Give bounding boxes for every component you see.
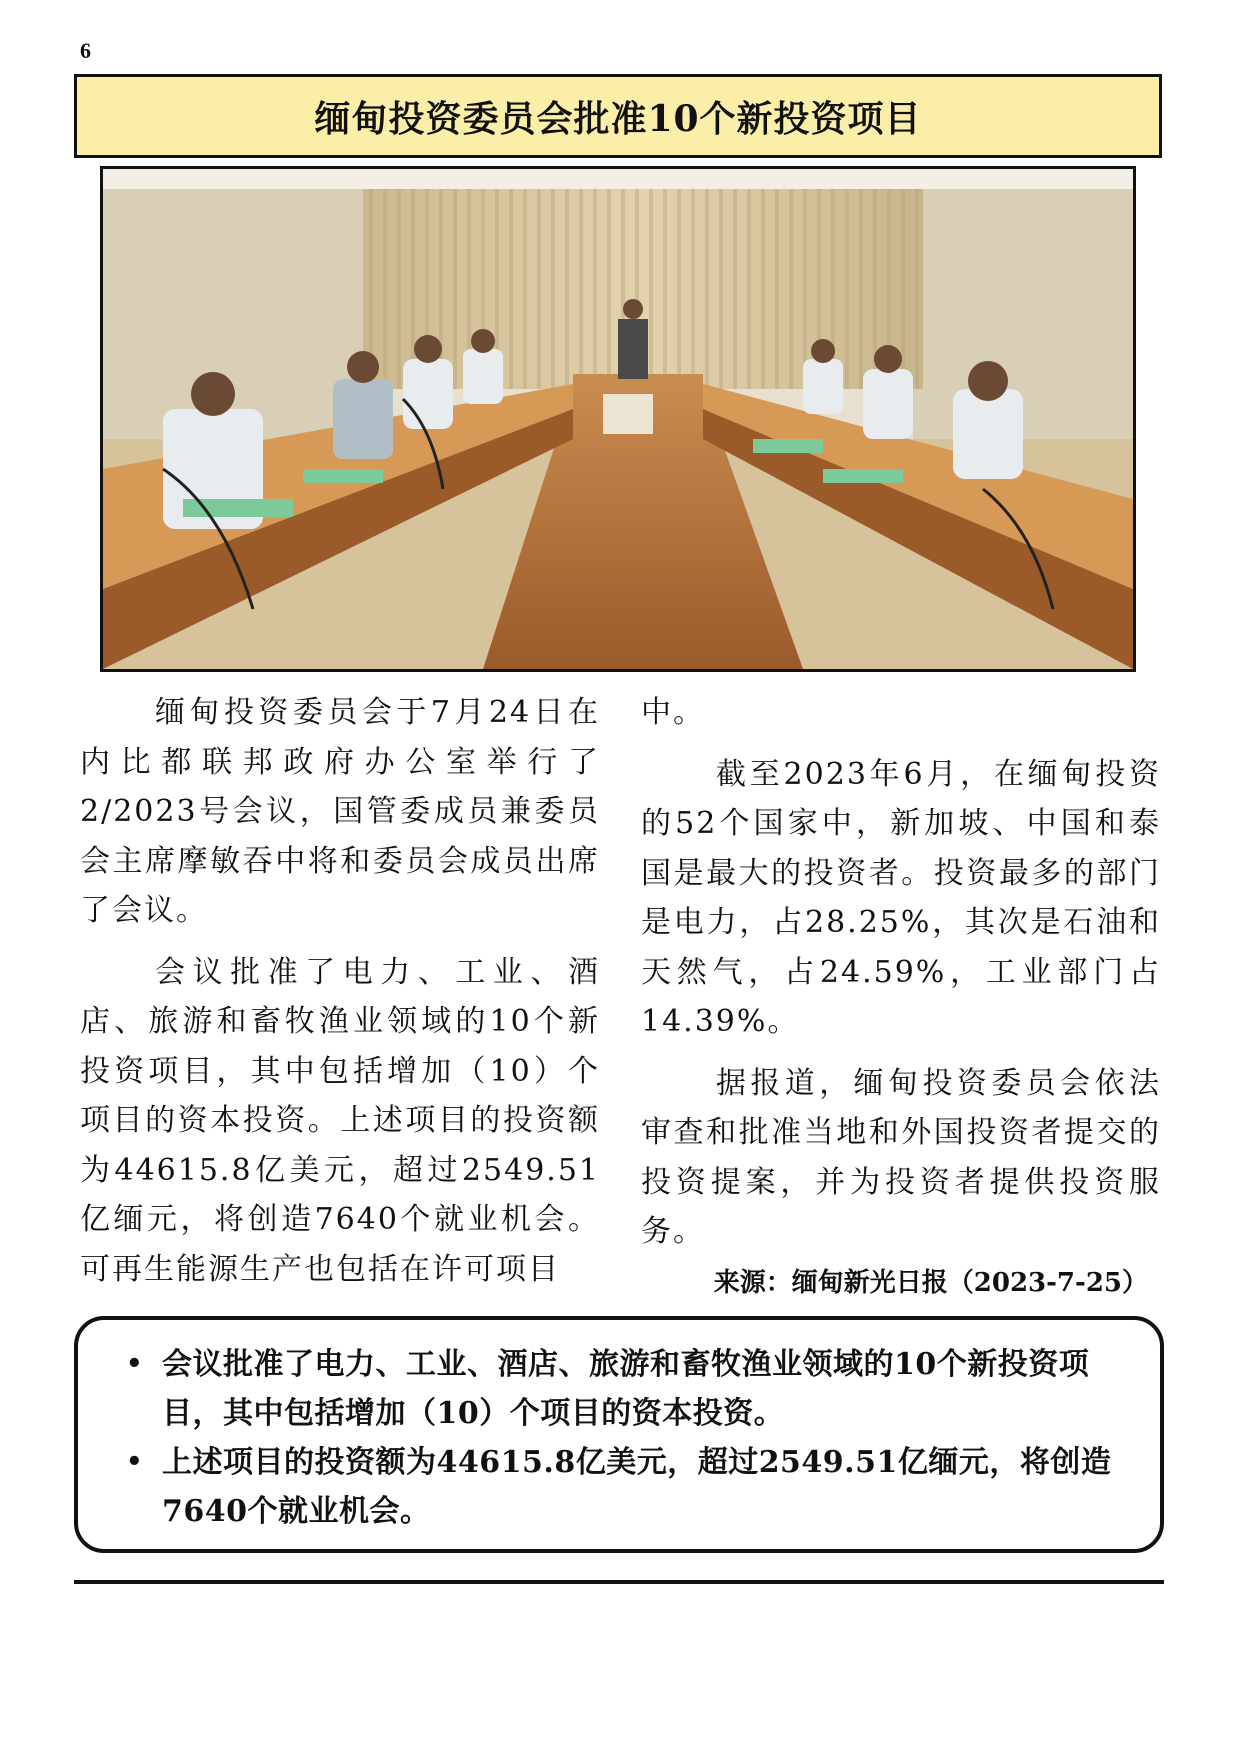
- bottom-divider: [74, 1580, 1164, 1584]
- summary-item: [126, 1340, 1136, 1438]
- article-right-column: [641, 688, 1161, 1269]
- title-banner: [74, 74, 1162, 158]
- summary-item: [126, 1438, 1136, 1536]
- article-paragraph-2-continuation: 中。: [641, 695, 705, 730]
- meeting-photo-icon: [103, 169, 1133, 669]
- page-title: 缅甸投资委员会批准10个新投资项目: [314, 97, 922, 140]
- bullet-icon: •: [126, 1447, 144, 1477]
- article-source: 来源：缅甸新光日报（2023-7-25）: [713, 1268, 1148, 1298]
- bullet-icon: •: [126, 1349, 144, 1379]
- article-paragraph-4: 据报道，缅甸投资委员会依法审查和批准当地和外国投资者提交的投资提案，并为投资者提供投资服务。: [641, 1065, 1161, 1249]
- summary-box: [74, 1316, 1164, 1553]
- summary-item-text: 上述项目的投资额为44615.8亿美元，超过2549.51亿缅元，将创造7640个就业机会。: [162, 1445, 1112, 1529]
- summary-list: [126, 1340, 1136, 1536]
- summary-item-text: 会议批准了电力、工业、酒店、旅游和畜牧渔业领域的10个新投资项目，其中包括增加（10）个项目的资本投资。: [162, 1347, 1090, 1431]
- meeting-photo: [100, 166, 1136, 672]
- article-paragraph-1: 缅甸投资委员会于7月24日在内比都联邦政府办公室举行了2/2023号会议，国管委成员兼委员会主席摩敏吞中将和委员会成员出席了会议。: [80, 695, 600, 928]
- article-paragraph-3: 截至2023年6月，在缅甸投资的52个国家中，新加坡、中国和泰国是最大的投资者。投资最多的部门是电力，占28.25%，其次是石油和天然气，占24.59%，工业部门占14.39%。: [641, 756, 1161, 1039]
- article-paragraph-2: 会议批准了电力、工业、酒店、旅游和畜牧渔业领域的10个新投资项目，其中包括增加（10）个项目的资本投资。上述项目的投资额为44615.8亿美元，超过2549.51亿缅元，将创造7640个就业机会。可再生能源生产也包括在许可项目: [80, 954, 600, 1287]
- page-number: 6: [80, 38, 91, 63]
- article-left-column: [80, 688, 600, 1306]
